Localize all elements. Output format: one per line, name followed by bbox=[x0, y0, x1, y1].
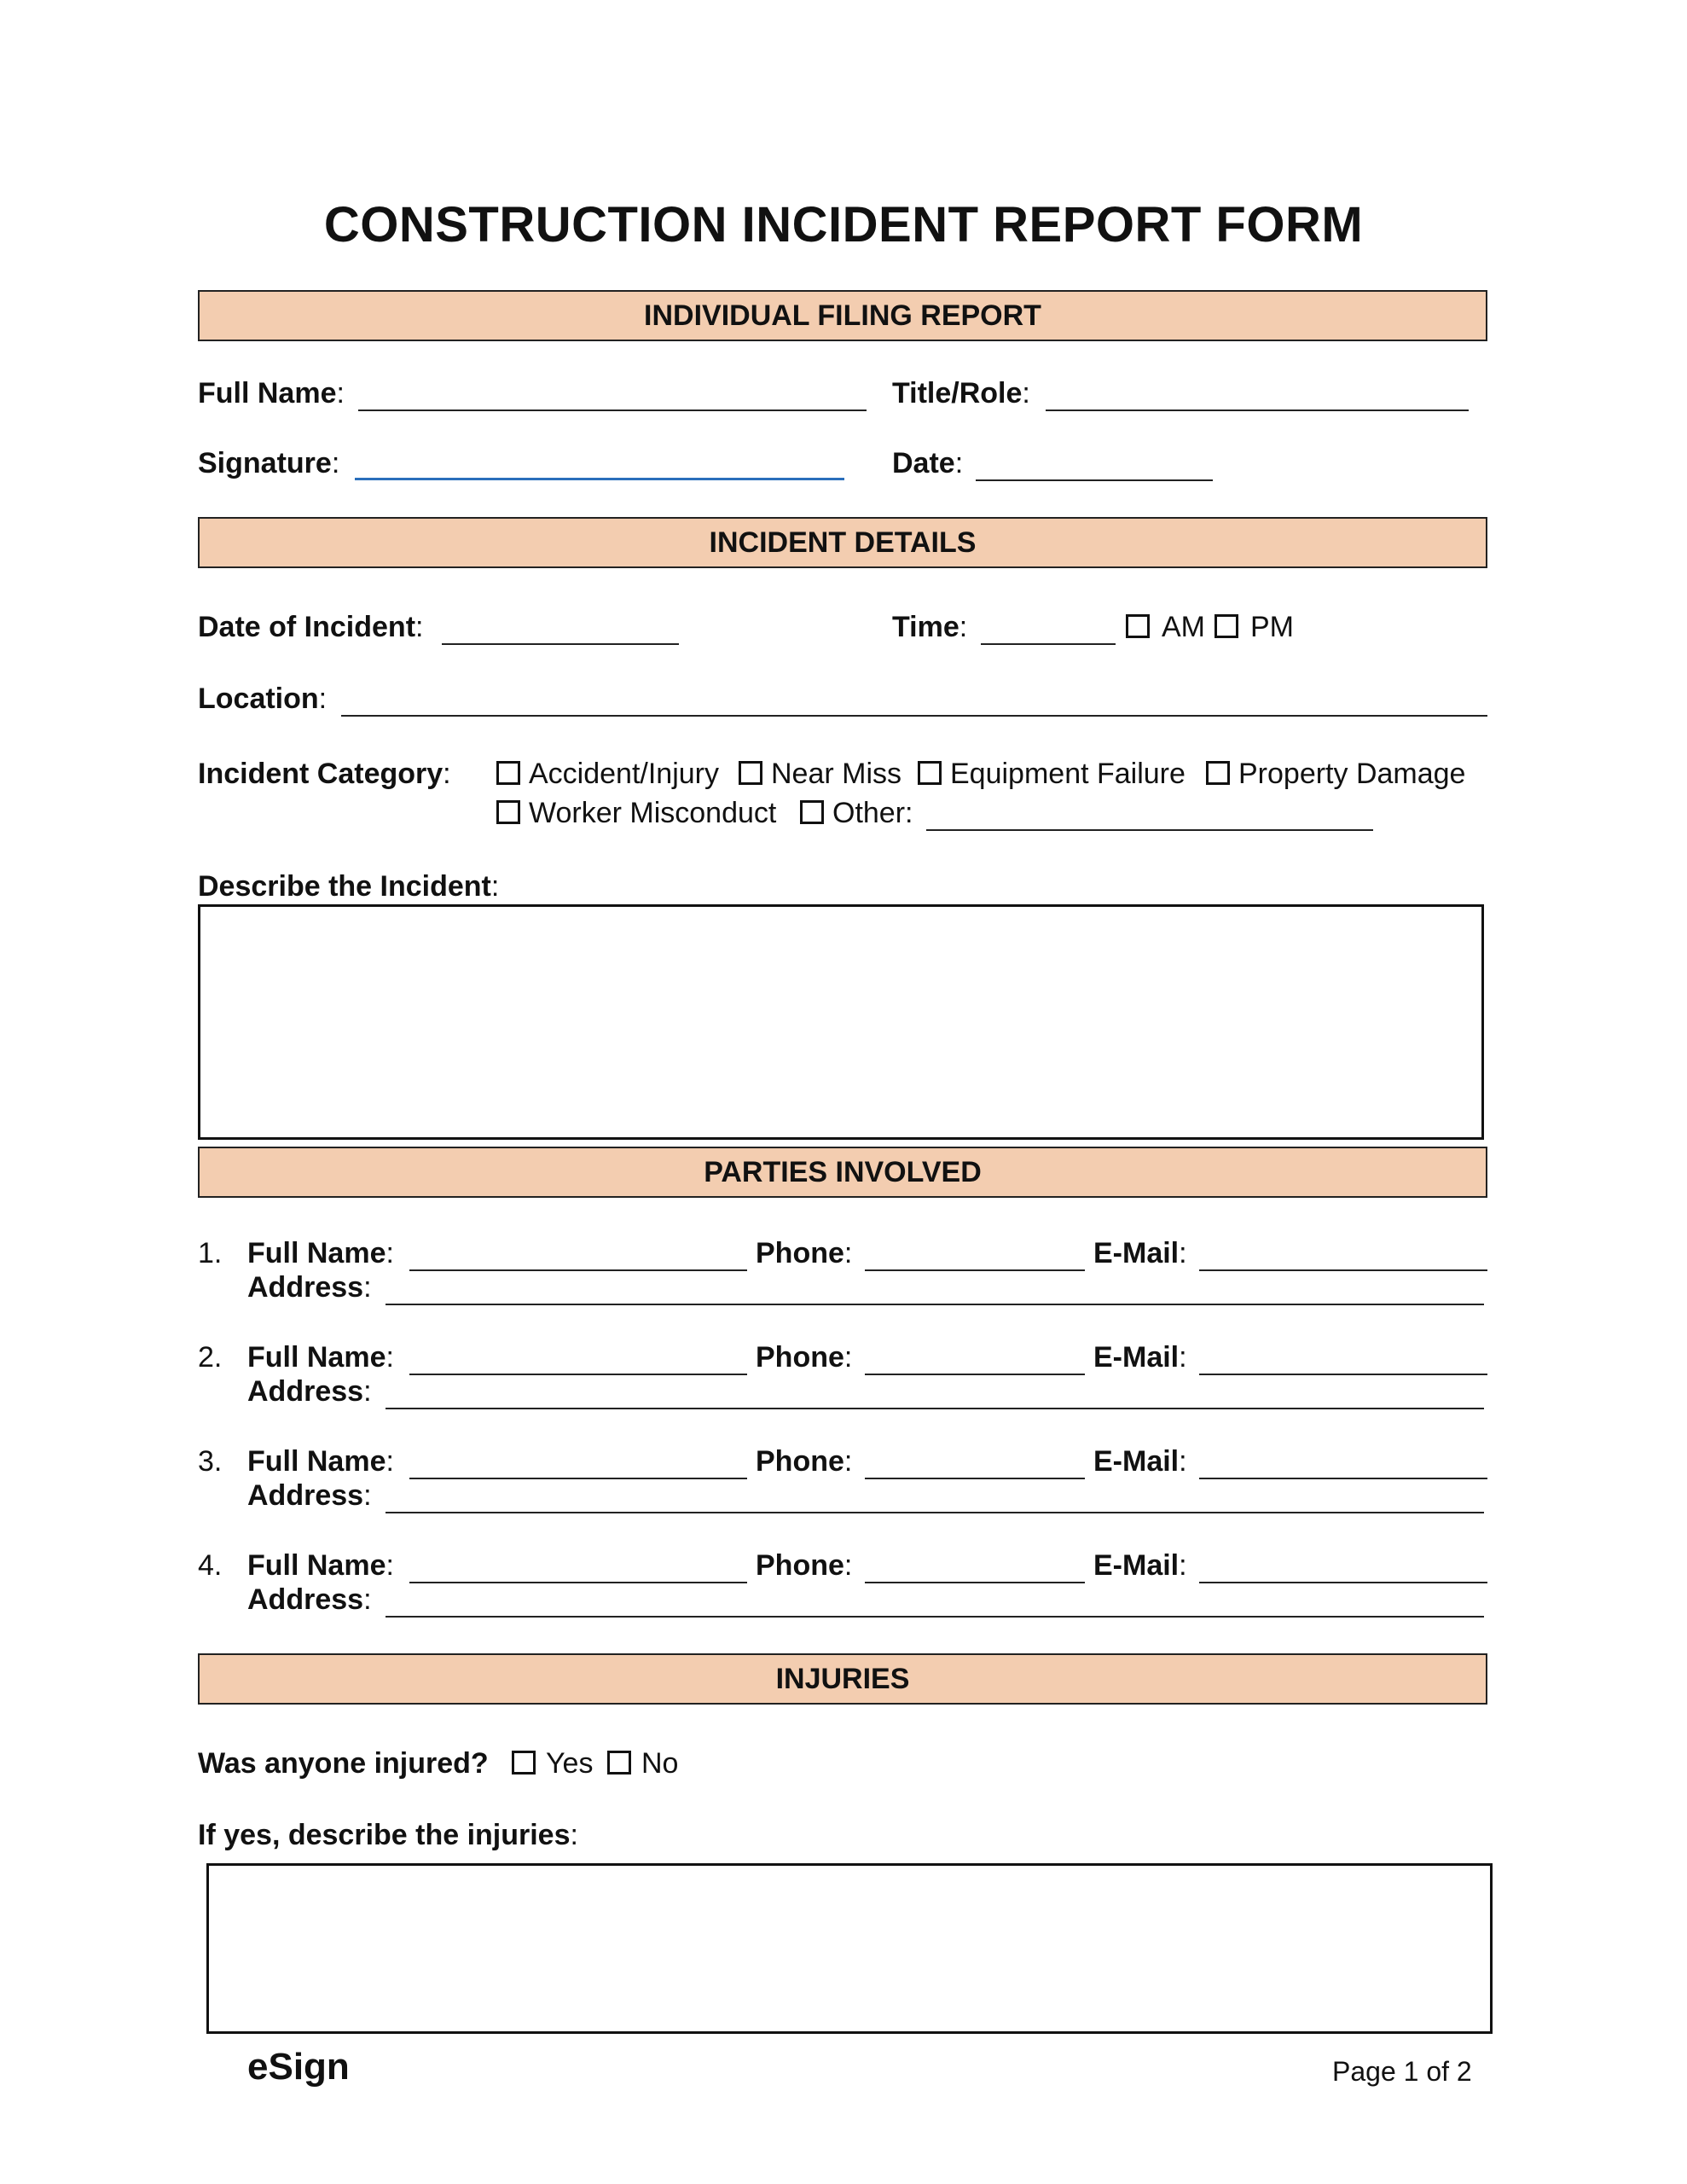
party-email-label: E-Mail: bbox=[1093, 1445, 1187, 1478]
section-header-individual: INDIVIDUAL FILING REPORT bbox=[198, 290, 1487, 341]
party-full-name-label: Full Name: bbox=[247, 1445, 394, 1478]
party-phone-label: Phone: bbox=[756, 1549, 853, 1582]
party-email-field[interactable] bbox=[1199, 1478, 1487, 1479]
party-address-label: Address: bbox=[247, 1583, 372, 1616]
party-full-name-field[interactable] bbox=[409, 1269, 747, 1271]
party-phone-field[interactable] bbox=[865, 1582, 1085, 1583]
pm-checkbox[interactable] bbox=[1215, 614, 1238, 638]
category-property-damage-label: Property Damage bbox=[1238, 758, 1466, 790]
party-number: 2. bbox=[198, 1341, 223, 1374]
party-number: 4. bbox=[198, 1549, 223, 1582]
party-address-field[interactable] bbox=[386, 1616, 1484, 1618]
date-label: Date: bbox=[892, 447, 964, 479]
date-of-incident-field[interactable] bbox=[442, 643, 679, 645]
party-email-label: E-Mail: bbox=[1093, 1341, 1187, 1374]
category-equipment-failure-label: Equipment Failure bbox=[950, 758, 1186, 790]
category-accident-checkbox[interactable] bbox=[496, 761, 520, 785]
party-number: 1. bbox=[198, 1237, 223, 1269]
party-full-name-field[interactable] bbox=[409, 1478, 747, 1479]
party-phone-field[interactable] bbox=[865, 1269, 1085, 1271]
party-phone-label: Phone: bbox=[756, 1341, 853, 1374]
category-equipment-failure-checkbox[interactable] bbox=[918, 761, 942, 785]
party-email-label: E-Mail: bbox=[1093, 1237, 1187, 1269]
time-label: Time: bbox=[892, 611, 968, 643]
describe-incident-textarea[interactable] bbox=[198, 904, 1484, 1140]
location-label: Location: bbox=[198, 682, 328, 715]
am-label: AM bbox=[1162, 611, 1205, 643]
injured-no-label: No bbox=[641, 1747, 679, 1780]
injured-yes-label: Yes bbox=[546, 1747, 594, 1780]
am-checkbox[interactable] bbox=[1126, 614, 1150, 638]
location-field[interactable] bbox=[341, 715, 1487, 717]
party-phone-label: Phone: bbox=[756, 1445, 853, 1478]
title-role-label: Title/Role: bbox=[892, 377, 1030, 410]
date-of-incident-label: Date of Incident: bbox=[198, 611, 424, 643]
injured-no-checkbox[interactable] bbox=[607, 1751, 631, 1774]
category-worker-misconduct-checkbox[interactable] bbox=[496, 800, 520, 824]
party-address-field[interactable] bbox=[386, 1304, 1484, 1305]
esign-logo: eSign bbox=[247, 2046, 350, 2088]
party-full-name-field[interactable] bbox=[409, 1582, 747, 1583]
describe-injuries-textarea[interactable] bbox=[206, 1863, 1493, 2034]
party-full-name-label: Full Name: bbox=[247, 1549, 394, 1582]
party-address-label: Address: bbox=[247, 1375, 372, 1408]
describe-incident-label: Describe the Incident: bbox=[198, 870, 500, 903]
party-address-label: Address: bbox=[247, 1479, 372, 1512]
pm-label: PM bbox=[1250, 611, 1294, 643]
party-full-name-field[interactable] bbox=[409, 1374, 747, 1375]
party-email-field[interactable] bbox=[1199, 1374, 1487, 1375]
party-address-field[interactable] bbox=[386, 1512, 1484, 1513]
page-title: CONSTRUCTION INCIDENT REPORT FORM bbox=[323, 197, 1364, 253]
full-name-label: Full Name: bbox=[198, 377, 345, 410]
full-name-field[interactable] bbox=[358, 410, 867, 411]
category-other-label: Other: bbox=[832, 797, 913, 829]
party-email-label: E-Mail: bbox=[1093, 1549, 1187, 1582]
time-field[interactable] bbox=[981, 643, 1116, 645]
section-header-injuries: INJURIES bbox=[198, 1653, 1487, 1705]
category-worker-misconduct-label: Worker Misconduct bbox=[529, 797, 777, 829]
injured-question-label: Was anyone injured? bbox=[198, 1747, 489, 1780]
category-near-miss-checkbox[interactable] bbox=[739, 761, 762, 785]
party-number: 3. bbox=[198, 1445, 223, 1478]
party-full-name-label: Full Name: bbox=[247, 1237, 394, 1269]
party-full-name-label: Full Name: bbox=[247, 1341, 394, 1374]
party-phone-field[interactable] bbox=[865, 1478, 1085, 1479]
title-role-field[interactable] bbox=[1046, 410, 1469, 411]
party-address-label: Address: bbox=[247, 1271, 372, 1304]
signature-label: Signature: bbox=[198, 447, 340, 479]
party-address-field[interactable] bbox=[386, 1408, 1484, 1409]
section-header-parties: PARTIES INVOLVED bbox=[198, 1147, 1487, 1198]
injured-yes-checkbox[interactable] bbox=[512, 1751, 536, 1774]
category-other-checkbox[interactable] bbox=[800, 800, 824, 824]
section-header-incident: INCIDENT DETAILS bbox=[198, 517, 1487, 568]
category-other-field[interactable] bbox=[926, 829, 1373, 831]
category-accident-label: Accident/Injury bbox=[529, 758, 719, 790]
party-email-field[interactable] bbox=[1199, 1269, 1487, 1271]
incident-category-label: Incident Category: bbox=[198, 758, 451, 790]
page-number: Page 1 of 2 bbox=[1332, 2056, 1472, 2087]
category-property-damage-checkbox[interactable] bbox=[1206, 761, 1230, 785]
party-phone-label: Phone: bbox=[756, 1237, 853, 1269]
party-email-field[interactable] bbox=[1199, 1582, 1487, 1583]
date-field[interactable] bbox=[976, 479, 1213, 481]
signature-field[interactable] bbox=[355, 478, 844, 480]
category-near-miss-label: Near Miss bbox=[771, 758, 902, 790]
describe-injuries-label: If yes, describe the injuries: bbox=[198, 1819, 578, 1851]
party-phone-field[interactable] bbox=[865, 1374, 1085, 1375]
